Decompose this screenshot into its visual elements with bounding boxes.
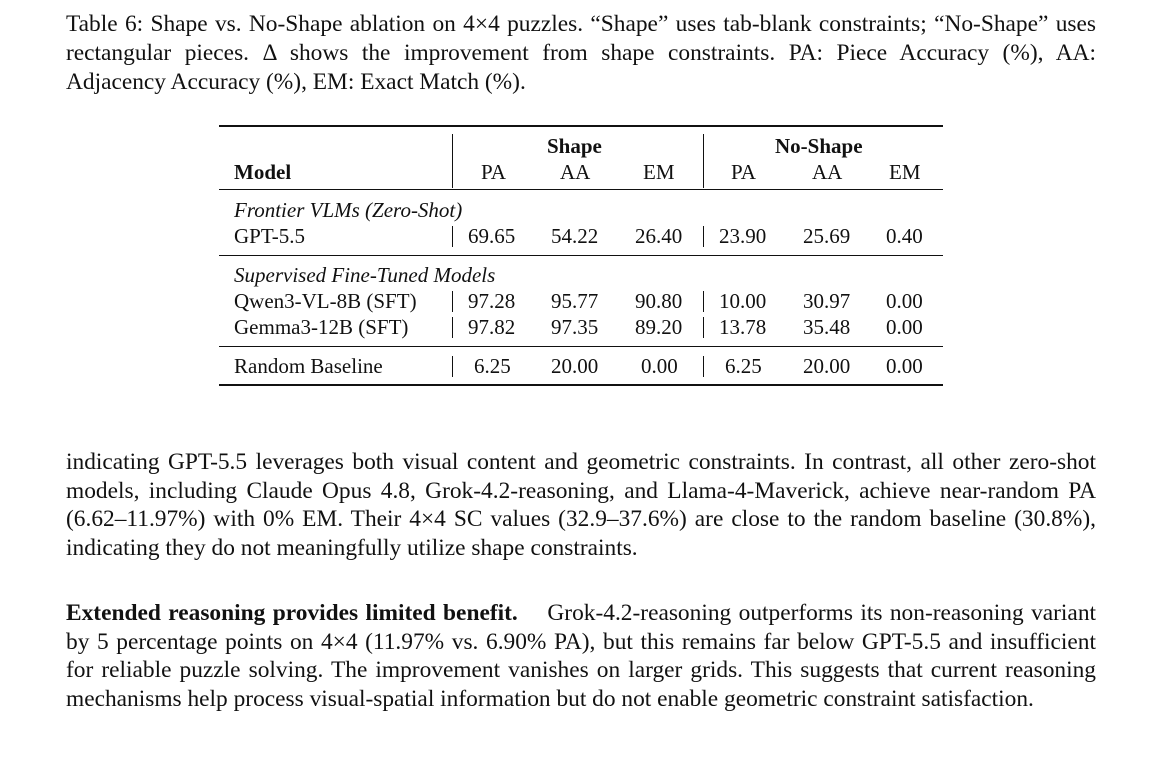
group-header-shape: Shape [547,134,602,158]
paragraph-heading: Extended reasoning provides limited benefit. [66,600,518,626]
column-header-shape-aa: AA [560,160,591,184]
header-divider-right [703,134,704,188]
row-model-qwen: Qwen3-VL-8B (SFT) [234,289,417,313]
cell-value: 0.00 [886,289,923,313]
cell-value: 90.80 [635,289,683,313]
cell-value: 20.00 [551,354,599,378]
group-header-no-shape: No-Shape [775,134,863,158]
cell-value: 0.00 [886,315,923,339]
cell-value: 35.48 [803,315,851,339]
cell-value: 23.90 [719,224,767,248]
row-model-gpt: GPT-5.5 [234,224,305,248]
section-title-sft: Supervised Fine-Tuned Models [234,263,496,287]
column-header-noshape-aa: AA [812,160,843,184]
row-divider [452,226,453,247]
cell-value: 0.00 [886,354,923,378]
section-title-frontier: Frontier VLMs (Zero-Shot) [234,198,463,222]
cell-value: 54.22 [551,224,599,248]
cell-value: 0.40 [886,224,923,248]
body-paragraph-2 [66,599,1096,713]
row-divider [703,226,704,247]
section-rule-1 [219,255,943,256]
cell-value: 6.25 [474,354,511,378]
cell-value: 69.65 [468,224,516,248]
row-divider [703,356,704,377]
column-header-noshape-em: EM [889,160,921,184]
cell-value: 10.00 [719,289,767,313]
cell-value: 6.25 [725,354,762,378]
column-header-shape-em: EM [643,160,675,184]
top-rule [219,125,943,127]
row-divider [703,317,704,338]
table-caption: Table 6: Shape vs. No-Shape ablation on 4×4 puzzles. “Shape” uses tab-blank constraints; “No-Shape” uses rectangular pieces. Δ shows the improvement from shape constraints. PA: Piece Accuracy (%), AA: Adjacency Accuracy (%), EM: Exact Match (%). [66,11,1096,95]
cell-value: 97.28 [468,289,516,313]
model-column-header: Model [234,160,292,184]
paragraph-body: Grok-4.2-reasoning outperforms its non-reasoning variant by 5 percentage points on 4×4 (11.97% vs. 6.90% PA), but this remains far below GPT-5.5 and insufficient for reliable puzzle solving. The improvement vanishes on larger grids. This suggests that current reasoning mechanisms help process visual-spatial information but do not enable geometric constraint satisfaction. [66,600,1097,712]
column-header-noshape-pa: PA [731,160,756,184]
bottom-rule [219,384,943,386]
cell-value: 26.40 [635,224,683,248]
row-divider [452,291,453,312]
cell-value: 97.35 [551,315,599,339]
results-table [219,125,943,390]
cell-value: 95.77 [551,289,599,313]
cell-value: 25.69 [803,224,851,248]
cell-value: 13.78 [719,315,767,339]
row-model-gemma: Gemma3-12B (SFT) [234,315,409,339]
header-rule [219,189,943,190]
section-rule-2 [219,346,943,347]
row-divider [703,291,704,312]
cell-value: 0.00 [641,354,678,378]
cell-value: 30.97 [803,289,851,313]
row-divider [452,356,453,377]
column-header-shape-pa: PA [481,160,506,184]
cell-value: 89.20 [635,315,683,339]
cell-value: 20.00 [803,354,851,378]
body-paragraph-1: indicating GPT-5.5 leverages both visual content and geometric constraints. In contrast, all other zero-shot models, including Claude Opus 4.8, Grok-4.2-reasoning, and Llama-4-Maverick, achieve near-random PA (6.62–11.97%) with 0% EM. Their 4×4 SC values (32.9–37.6%) are close to the random baseline (30.8%), indicating they do not meaningfully utilize shape constraints. [66,449,1096,561]
cell-value: 97.82 [468,315,516,339]
row-model-random: Random Baseline [234,354,383,378]
row-divider [452,317,453,338]
header-divider-left [452,134,453,188]
